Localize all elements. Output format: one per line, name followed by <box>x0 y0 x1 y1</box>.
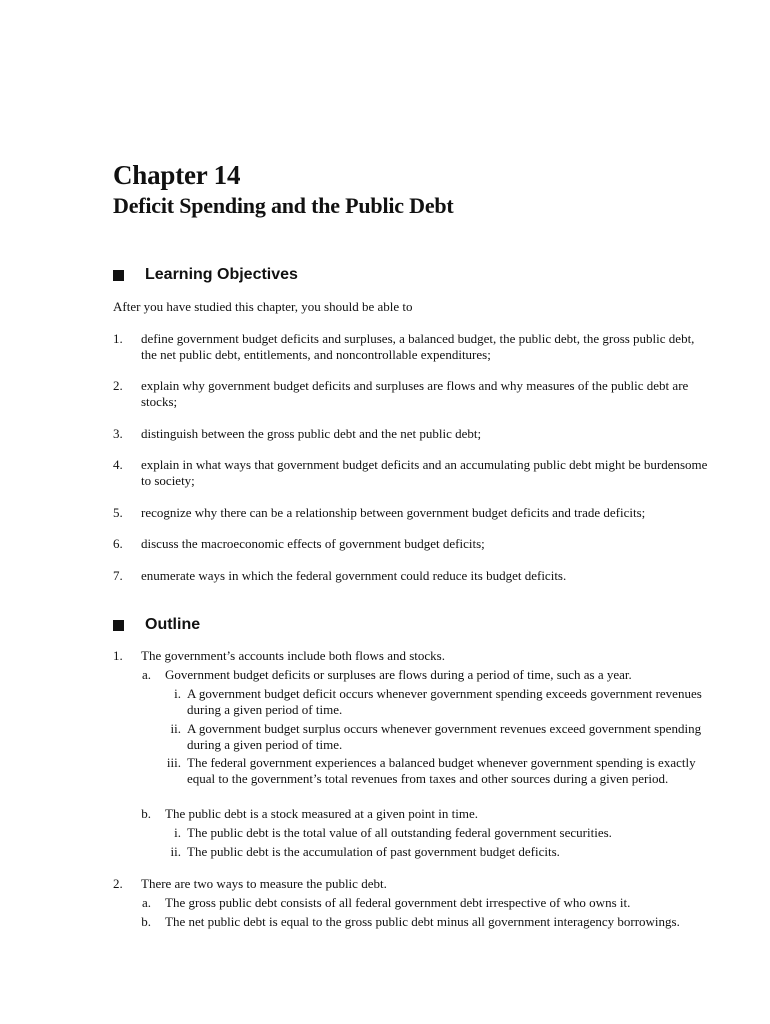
outline-subitem-text: The public debt is a stock measured at a given point in time. <box>165 806 479 821</box>
outline-subsubitem-numeral: i. <box>174 686 181 701</box>
outline-subsubitem-numeral: iii. <box>166 755 181 770</box>
outline-subitem-letter: a. <box>141 667 151 682</box>
section-heading-label: Outline <box>145 616 201 633</box>
outline-subsubitem-text: A government budget deficit occurs whenever government spending exceeds government revenues during a given period of time. <box>187 686 702 717</box>
square-bullet-icon <box>113 620 124 631</box>
objective-number: 2. <box>113 378 123 393</box>
outline-subsubitem-numeral: ii. <box>170 721 181 736</box>
objective-text: explain why government budget deficits and surpluses are flows and why measures of the public debt are stocks; <box>141 378 689 409</box>
outline-subsubitem-text: The public debt is the accumulation of past government budget deficits. <box>187 844 560 859</box>
objective-text: enumerate ways in which the federal government could reduce its budget deficits. <box>141 568 567 583</box>
outline-subsubitem-text: A government budget surplus occurs whenever government revenues exceed government spending during a given period of time. <box>187 721 702 752</box>
outline-subsubitem-numeral: i. <box>174 825 181 840</box>
outline-subsubitem-text: The public debt is the total value of all outstanding federal government securities. <box>187 825 612 840</box>
outline-number: 2. <box>113 876 123 891</box>
objectives-intro: After you have studied this chapter, you should be able to <box>113 299 413 314</box>
objective-text: discuss the macroeconomic effects of government budget deficits; <box>141 536 485 551</box>
outline-heading <box>113 614 201 636</box>
objective-text: distinguish between the gross public debt and the net public debt; <box>141 426 482 441</box>
learning-objectives-heading <box>113 264 298 286</box>
outline-subsubitem-text: The federal government experiences a balanced budget whenever government spending is exactly equal to the government’s total revenues from taxes and other sources during a given period. <box>187 755 696 786</box>
objective-number: 6. <box>113 536 123 551</box>
outline-subitem-text: The gross public debt consists of all federal government debt irrespective of who owns it. <box>165 895 631 910</box>
outline-number: 1. <box>113 648 123 663</box>
section-heading-label: Learning Objectives <box>145 266 298 283</box>
outline-subsubitem-numeral: ii. <box>170 844 181 859</box>
outline-text: The government’s accounts include both flows and stocks. <box>141 648 445 663</box>
objective-text: define government budget deficits and surpluses, a balanced budget, the public debt, the gross public debt, the net public debt, entitlements, and noncontrollable expenditures; <box>141 331 695 362</box>
objective-text: explain in what ways that government budget deficits and an accumulating public debt might be burdensome to society; <box>141 457 708 488</box>
outline-subitem-text: The net public debt is equal to the gross public debt minus all government interagency borrowings. <box>165 914 680 929</box>
objective-text: recognize why there can be a relationship between government budget deficits and trade deficits; <box>141 505 646 520</box>
objective-number: 4. <box>113 457 123 472</box>
objective-number: 5. <box>113 505 123 520</box>
outline-subitem-letter: a. <box>141 895 151 910</box>
outline-subitem-letter: b. <box>141 806 151 821</box>
chapter-number: Chapter 14 <box>113 160 241 190</box>
objective-number: 1. <box>113 331 123 346</box>
objective-number: 7. <box>113 568 123 583</box>
outline-subitem-letter: b. <box>141 914 151 929</box>
square-bullet-icon <box>113 270 124 281</box>
outline-subitem-text: Government budget deficits or surpluses are flows during a period of time, such as a year. <box>165 667 632 682</box>
objective-number: 3. <box>113 426 123 441</box>
chapter-title: Deficit Spending and the Public Debt <box>113 193 454 218</box>
outline-text: There are two ways to measure the public debt. <box>141 876 387 891</box>
